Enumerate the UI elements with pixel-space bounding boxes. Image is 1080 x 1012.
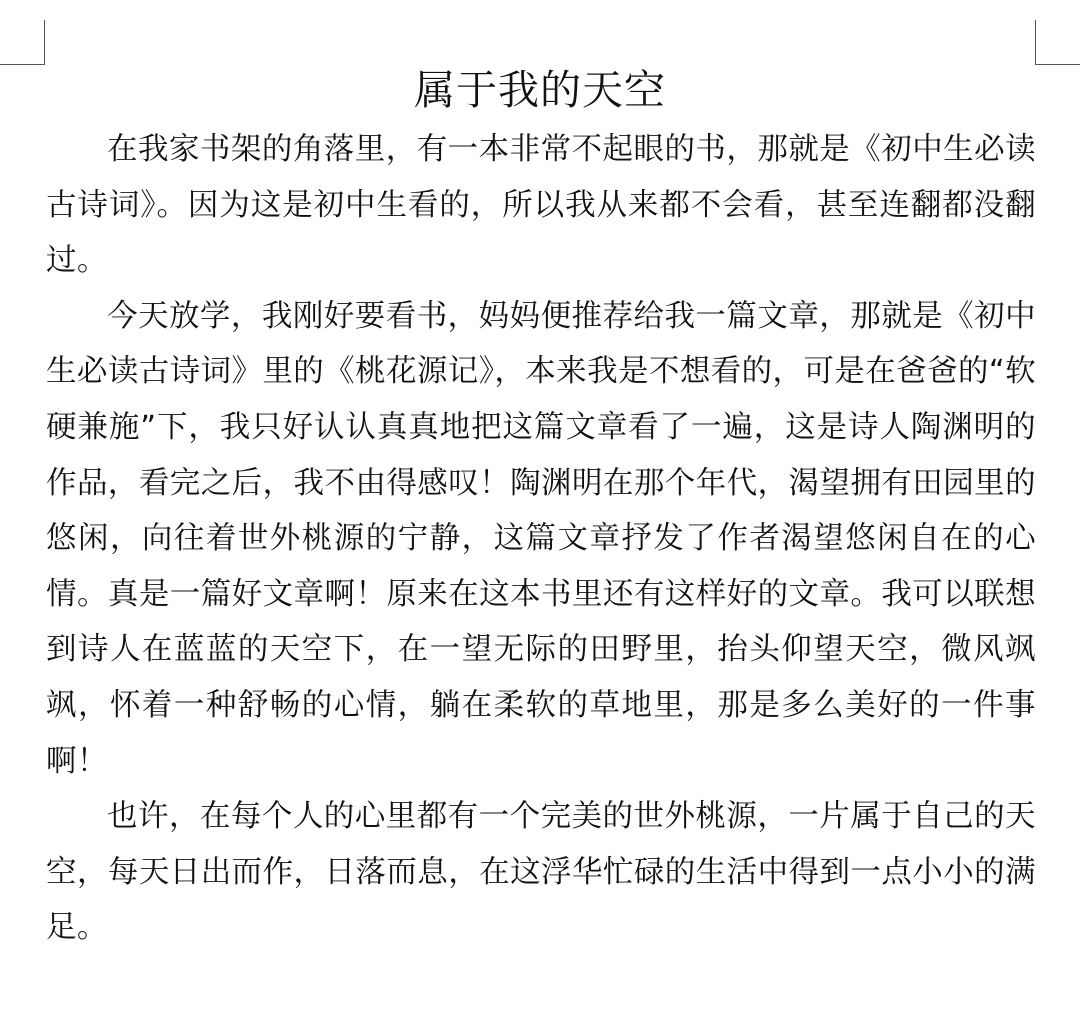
paragraph-3: 也许，在每个人的心里都有一个完美的世外桃源，一片属于自己的天空，每天日出而作，日落而息，在这浮华忙碌的生活中得到一点小小的满足。	[46, 799, 1036, 946]
crop-mark-top-left	[0, 20, 45, 65]
crop-mark-top-right	[1035, 20, 1080, 65]
paragraph-2: 今天放学，我刚好要看书，妈妈便推荐给我一篇文章，那就是《初中生必读古诗词》里的《桃花源记》，本来我是不想看的，可是在爸爸的“软硬兼施”下，我只好认认真真地把这篇文章看了一遍，这是诗人陶渊明的作品，看完之后，我不由得感叹！陶渊明在那个年代，渴望拥有田园里的悠闲，向往着世外桃源的宁静，这篇文章抒发了作者渴望悠闲自在的心情。真是一篇好文章啊！原来在这本书里还有这样好的文章。我可以联想到诗人在蓝蓝的天空下，在一望无际的田野里，抬头仰望天空，微风飒飒，怀着一种舒畅的心情，躺在柔软的草地里，那是多么美好的一件事啊！	[46, 298, 1036, 779]
document-body	[46, 122, 1036, 956]
document-title: 属于我的天空	[414, 66, 666, 114]
paragraph-1: 在我家书架的角落里，有一本非常不起眼的书，那就是《初中生必读古诗词》。因为这是初中生看的，所以我从来都不会看，甚至连翻都没翻过。	[46, 132, 1036, 279]
